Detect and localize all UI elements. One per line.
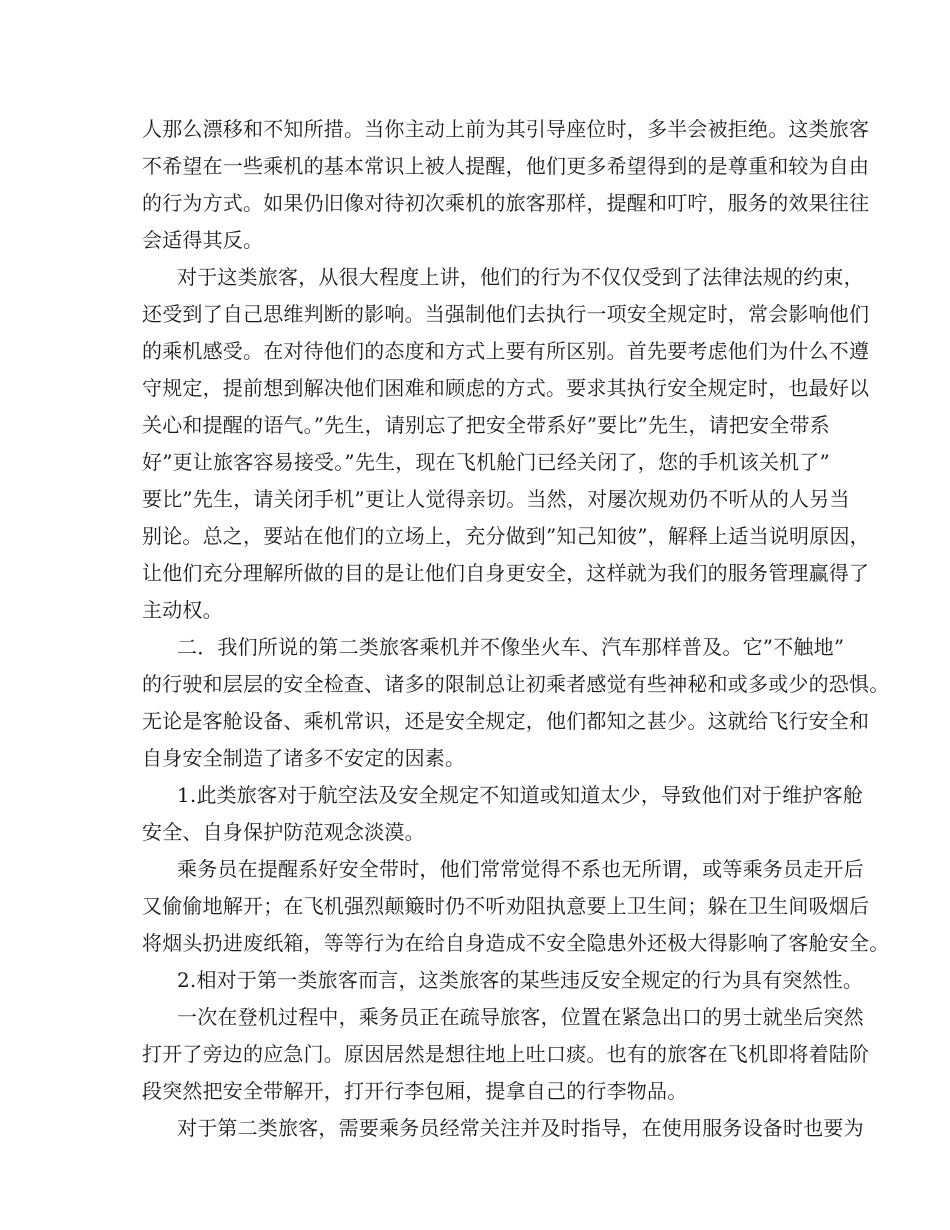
text-line: 对于第二类旅客，需要乘务员经常关注并及时指导，在使用服务设备时也要为 bbox=[177, 1116, 864, 1140]
text-line: 对于这类旅客，从很大程度上讲，他们的行为不仅仅受到了法律法规的约束， bbox=[177, 265, 864, 289]
text-line: 二．我们所说的第二类旅客乘机并不像坐火车、汽车那样普及。它”不触地” bbox=[177, 635, 845, 659]
text-line: 将烟头扔进废纸箱，等等行为在给自身造成不安全隐患外还极大得影响了客舱安全。 bbox=[142, 931, 890, 955]
text-line: 又偷偷地解开；在飞机强烈颠簸时仍不听劝阻执意要上卫生间；躲在卫生间吸烟后 bbox=[142, 894, 870, 918]
text-line: 会适得其反。 bbox=[142, 228, 264, 252]
text-line: 主动权。 bbox=[142, 598, 223, 622]
text-line: 2.相对于第一类旅客而言，这类旅客的某些违反安全规定的行为具有突然性。 bbox=[177, 968, 864, 992]
text-line: 要比”先生，请关闭手机”更让人觉得亲切。当然，对屡次规劝仍不听从的人另当 bbox=[142, 487, 850, 511]
text-line: 无论是客舱设备、乘机常识，还是安全规定，他们都知之甚少。这就给飞行安全和 bbox=[142, 709, 870, 733]
text-line: 守规定，提前想到解决他们困难和顾虑的方式。要求其执行安全规定时，也最好以 bbox=[142, 376, 870, 400]
text-line: 乘务员在提醒系好安全带时，他们常常觉得不系也无所谓，或等乘务员走开后 bbox=[177, 857, 864, 881]
text-line: 段突然把安全带解开，打开行李包厢，提拿自己的行李物品。 bbox=[142, 1079, 688, 1103]
text-line: 安全、自身保护防范观念淡漠。 bbox=[142, 820, 425, 844]
text-line: 一次在登机过程中，乘务员正在疏导旅客，位置在紧急出口的男士就坐后突然 bbox=[177, 1005, 864, 1029]
text-line: 的行驶和层层的安全检查、诸多的限制总让初乘者感觉有些神秘和或多或少的恐惧。 bbox=[142, 672, 890, 696]
text-line: 打开了旁边的应急门。原因居然是想往地上吐口痰。也有的旅客在飞机即将着陆阶 bbox=[142, 1042, 870, 1066]
text-line: 1.此类旅客对于航空法及安全规定不知道或知道太少，导致他们对于维护客舱 bbox=[177, 783, 864, 807]
text-line: 还受到了自己思维判断的影响。当强制他们去执行一项安全规定时，常会影响他们 bbox=[142, 302, 870, 326]
text-line: 自身安全制造了诸多不安定的因素。 bbox=[142, 746, 466, 770]
text-line: 好”更让旅客容易接受。”先生，现在飞机舱门已经关闭了，您的手机该关机了” bbox=[142, 450, 830, 474]
text-line: 的行为方式。如果仍旧像对待初次乘机的旅客那样，提醒和叮咛，服务的效果往往 bbox=[142, 191, 870, 215]
text-line: 别论。总之，要站在他们的立场上，充分做到”知己知彼”，解释上适当说明原因， bbox=[142, 524, 870, 548]
text-line: 不希望在一些乘机的基本常识上被人提醒，他们更多希望得到的是尊重和较为自由 bbox=[142, 154, 870, 178]
text-line: 让他们充分理解所做的目的是让他们自身更安全，这样就为我们的服务管理赢得了 bbox=[142, 561, 870, 585]
text-line: 人那么漂移和不知所措。当你主动上前为其引导座位时，多半会被拒绝。这类旅客 bbox=[142, 117, 870, 141]
text-line: 的乘机感受。在对待他们的态度和方式上要有所区别。首先要考虑他们为什么不遵 bbox=[142, 339, 870, 363]
text-line: 关心和提醒的语气。”先生，请别忘了把安全带系好”要比”先生，请把安全带系 bbox=[142, 413, 830, 437]
